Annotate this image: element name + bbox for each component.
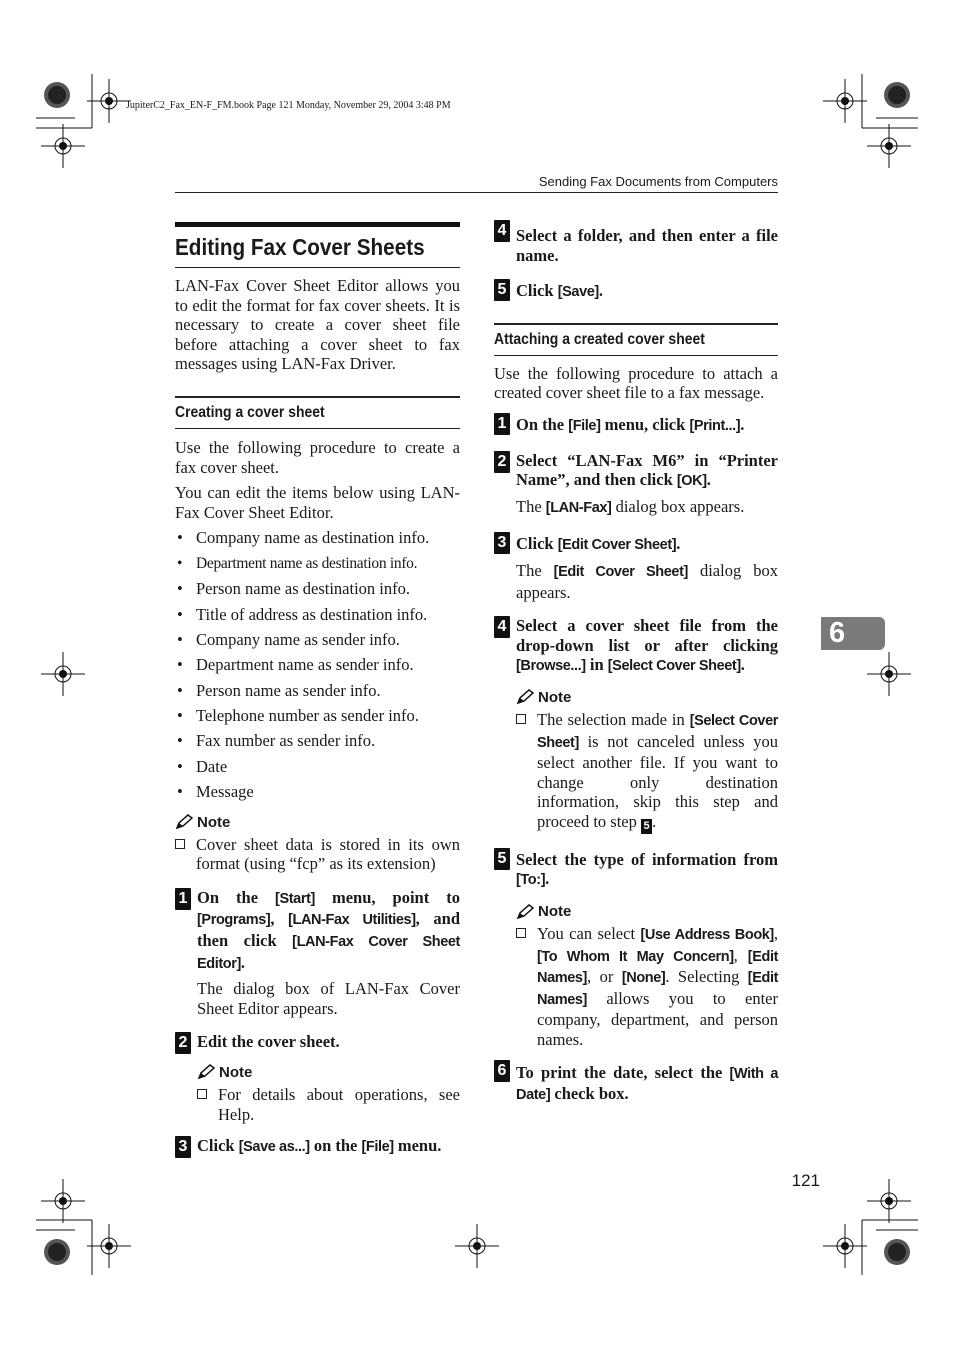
step-text: Select a folder, and then enter a file name.: [516, 226, 778, 265]
step-number: 5: [494, 848, 510, 870]
step: [494, 616, 778, 834]
step: [494, 220, 778, 265]
text: .: [545, 869, 550, 889]
note-label: Note: [219, 1063, 253, 1081]
text: dialog box appears.: [611, 496, 745, 516]
text: ,: [773, 924, 778, 944]
section-heading: Creating a cover sheet: [175, 403, 325, 421]
text: menu, point to: [314, 887, 460, 907]
section-heading: Attaching a created cover sheet: [494, 330, 705, 348]
step-number: 6: [494, 1060, 510, 1082]
registration-mark-icon: [823, 1224, 867, 1268]
ui-term: [Select Cover Sheet]: [537, 712, 778, 751]
ui-term: [Start]: [275, 890, 315, 907]
header-rule: [175, 192, 778, 193]
text: To print the date, select the: [516, 1062, 730, 1082]
step-number: 2: [175, 1032, 191, 1054]
checkbox-icon: [516, 928, 526, 938]
step-text: [197, 1136, 460, 1158]
registration-mark-icon: [823, 79, 867, 123]
text: On the: [516, 414, 569, 434]
text: .: [676, 534, 681, 554]
step: [494, 279, 778, 303]
pencil-icon: [516, 904, 534, 920]
ui-term: [Programs]: [197, 912, 271, 929]
ui-term: [File]: [568, 417, 601, 434]
ui-term: [LAN-Fax Utilities]: [288, 912, 416, 929]
registration-mark-icon: [87, 1224, 131, 1268]
ui-term: [Edit Names]: [537, 970, 779, 1008]
note-text: For details about operations, see Help.: [218, 1084, 460, 1124]
text: dialog box appears.: [516, 560, 778, 602]
text: . Selecting: [665, 967, 748, 987]
step-number: 3: [175, 1136, 191, 1158]
checkbox-icon: [175, 839, 185, 849]
text: .: [598, 281, 603, 301]
ui-term: [Save]: [557, 284, 599, 301]
checkbox-icon: [516, 714, 526, 724]
section-rule: [494, 355, 778, 356]
step-result: [516, 497, 778, 519]
color-bar-icon: [884, 82, 910, 108]
list-item: • Company name as destination info.: [175, 528, 460, 553]
text: Select the type of information from: [516, 849, 778, 869]
text: on the: [309, 1136, 362, 1156]
note-item: [516, 710, 778, 834]
step: [175, 1032, 460, 1124]
step-number: 5: [494, 279, 510, 301]
left-column: [175, 222, 460, 1158]
list-item: • Person name as sender info.: [175, 681, 460, 706]
text: is not canceled unless you select another file. If you want to change only destination information, skip this step and proceed to step: [537, 731, 778, 831]
note-text: Cover sheet data is stored in its own format (using “fcp” as its extension): [196, 834, 460, 874]
right-column: [494, 220, 778, 1106]
list-item: • Fax number as sender info.: [175, 731, 460, 756]
intro-paragraph: LAN-Fax Cover Sheet Editor allows you to edit the format for fax cover sheets. It is necessary to create a cover sheet file before attaching a cover sheet to fax messages using LAN-Fax Driver.: [175, 276, 460, 374]
registration-mark-icon: [455, 1224, 499, 1268]
title-rule: [175, 267, 460, 268]
text: The selection made in: [537, 709, 690, 729]
text: in: [585, 655, 608, 675]
text: check box.: [550, 1084, 629, 1104]
list-item: • Date: [175, 757, 460, 782]
note-heading: [175, 814, 460, 831]
text: ,: [733, 945, 748, 965]
list-item: • Title of address as destination info.: [175, 605, 460, 630]
text: .: [740, 655, 745, 675]
text: Select “LAN-Fax M6” in “Printer Name”, and then click: [516, 450, 778, 490]
text: ,: [270, 909, 289, 929]
step-reference-icon: 5: [641, 819, 652, 834]
chapter-number: 6: [829, 617, 846, 649]
ui-term: [Browse...]: [516, 658, 586, 675]
step-number: 3: [494, 532, 510, 554]
registration-mark-icon: [867, 1179, 911, 1223]
ui-term: [Edit Names]: [537, 948, 779, 987]
step-result: The dialog box of LAN-Fax Cover Sheet Editor appears.: [197, 979, 460, 1018]
color-bar-icon: [884, 1239, 910, 1265]
list-item: • Department name as destination info.: [175, 554, 460, 579]
registration-mark-icon: [41, 652, 85, 696]
paragraph: Use the following procedure to create a fax cover sheet.: [175, 437, 460, 477]
ui-term: [Select Cover Sheet]: [607, 658, 741, 675]
text: The: [516, 496, 546, 516]
step-text: [516, 1060, 778, 1106]
ui-term: [LAN-Fax Cover Sheet Editor]: [197, 934, 460, 972]
text: , or: [587, 967, 622, 987]
text: .: [240, 952, 246, 972]
paragraph: Use the following procedure to attach a created cover sheet file to a fax message.: [494, 363, 778, 403]
registration-mark-icon: [41, 124, 85, 168]
ui-term: [To:]: [516, 872, 546, 889]
step-text: Edit the cover sheet.: [197, 1032, 340, 1052]
text: Select a cover sheet file from the drop-down list or after clicking: [516, 616, 778, 655]
step: [175, 888, 460, 1019]
ui-term: [OK]: [676, 473, 707, 490]
page-title: Editing Fax Cover Sheets: [175, 234, 425, 260]
text: .: [652, 811, 657, 831]
ui-term: [Save as...]: [238, 1139, 310, 1156]
text: menu, click: [600, 414, 690, 434]
pencil-icon: [197, 1064, 215, 1080]
ui-term: [File]: [361, 1139, 394, 1156]
text: .: [706, 470, 711, 490]
step-text: [516, 848, 778, 891]
list-item: • Message: [175, 782, 460, 807]
text: menu.: [393, 1136, 442, 1156]
text: You can select: [537, 924, 641, 944]
registration-mark-icon: [867, 652, 911, 696]
step: [494, 1060, 778, 1106]
step: [494, 413, 778, 437]
section-rule: [175, 428, 460, 429]
list-item: • Company name as sender info.: [175, 630, 460, 655]
note-heading: [197, 1064, 460, 1081]
step-text: [516, 532, 778, 556]
note-heading: [516, 689, 778, 706]
text: allows you to enter company, department, and person names.: [537, 988, 778, 1050]
note-label: Note: [538, 903, 572, 921]
note-item: [197, 1085, 460, 1124]
step-number: 4: [494, 616, 510, 638]
step-text: [516, 451, 778, 492]
list-item: • Telephone number as sender info.: [175, 706, 460, 731]
step: [175, 1136, 460, 1158]
title-bar: [175, 222, 460, 227]
registration-mark-icon: [867, 124, 911, 168]
list-item: • Person name as destination info.: [175, 579, 460, 604]
text: Click: [197, 1136, 239, 1156]
step: [494, 532, 778, 602]
note-item: [175, 835, 460, 874]
note-label: Note: [538, 688, 572, 706]
text: The: [516, 560, 554, 580]
step: [494, 451, 778, 519]
step-text: [516, 279, 778, 303]
text: Click: [516, 534, 558, 554]
step-text: [516, 413, 778, 437]
file-info: JupiterC2_Fax_EN-F_FM.book Page 121 Monday, November 29, 2004 3:48 PM: [126, 100, 451, 111]
color-bar-icon: [44, 1239, 70, 1265]
pencil-icon: [175, 814, 193, 830]
note-label: Note: [197, 813, 231, 831]
step: [494, 848, 778, 1050]
text: On the: [197, 887, 276, 907]
paragraph: You can edit the items below using LAN-Fax Cover Sheet Editor.: [175, 483, 460, 522]
step-number: 4: [494, 220, 510, 242]
ui-term: [With a Date]: [516, 1065, 778, 1104]
step-result: [516, 561, 778, 602]
page-number: 121: [791, 1171, 820, 1190]
list-item: • Department name as sender info.: [175, 655, 460, 680]
text: , and then click: [197, 909, 460, 951]
color-bar-icon: [44, 82, 70, 108]
ui-term: [Edit Cover Sheet]: [553, 563, 688, 580]
pencil-icon: [516, 689, 534, 705]
ui-term: [LAN-Fax]: [545, 499, 612, 516]
editable-items-list: [175, 528, 460, 807]
note-item: [516, 924, 778, 1050]
note-heading: [516, 903, 778, 920]
chapter-tab: [821, 617, 885, 650]
text: .: [740, 414, 745, 434]
registration-mark-icon: [87, 79, 131, 123]
ui-term: [Print...]: [689, 417, 741, 434]
step-number: 2: [494, 451, 510, 473]
ui-term: [Edit Cover Sheet]: [557, 537, 677, 554]
registration-mark-icon: [41, 1179, 85, 1223]
ui-term: [None]: [621, 970, 666, 987]
text: Click: [516, 281, 558, 301]
ui-term: [Use Address Book]: [640, 927, 774, 944]
step-text: [516, 616, 778, 677]
ui-term: [To Whom It May Concern]: [537, 948, 734, 965]
step-text: [197, 888, 460, 974]
step-number: 1: [494, 413, 510, 435]
checkbox-icon: [197, 1089, 207, 1099]
step-number: 1: [175, 888, 191, 910]
running-head: Sending Fax Documents from Computers: [538, 174, 778, 189]
